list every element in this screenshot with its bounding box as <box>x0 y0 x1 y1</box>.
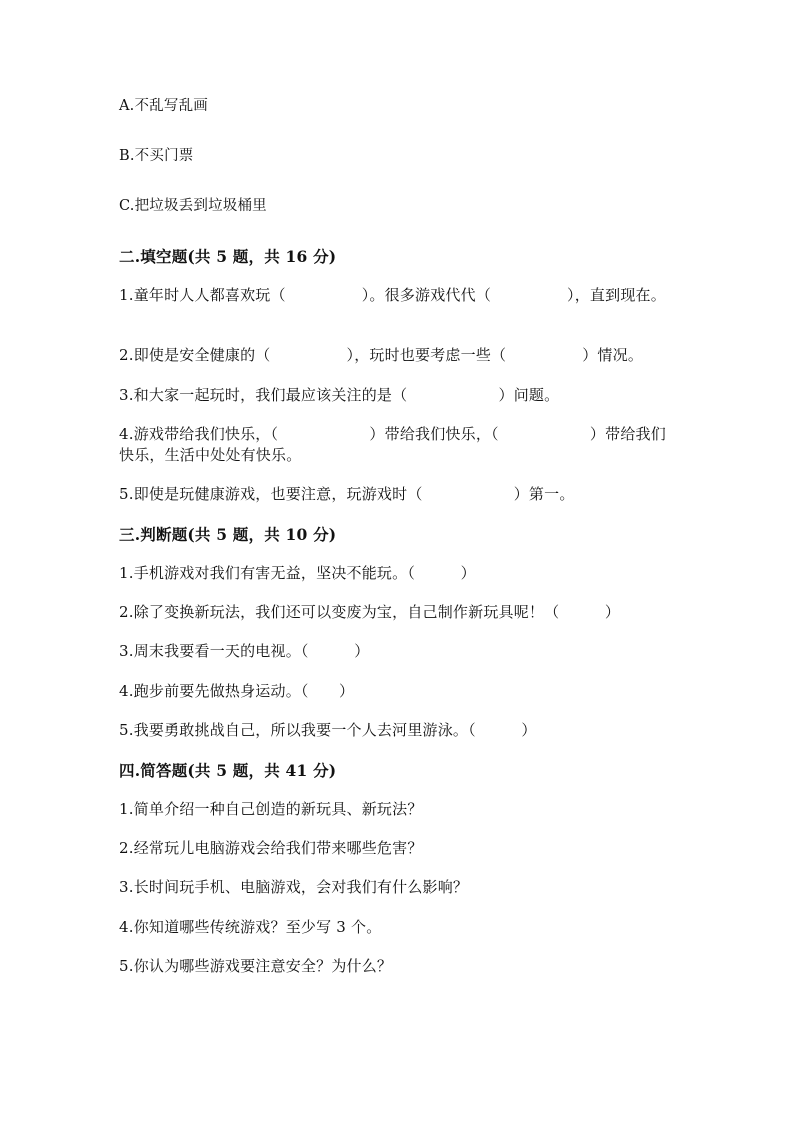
section-heading-short-answer: 四.简答题(共 5 题，共 41 分) <box>119 761 337 780</box>
short-answer-question-4: 4.你知道哪些传统游戏？至少写 3 个。 <box>119 918 382 936</box>
true-false-question-2: 2.除了变换新玩法，我们还可以变废为宝，自己制作新玩具呢！（ ） <box>119 603 621 621</box>
true-false-question-4: 4.跑步前要先做热身运动。（ ） <box>119 682 355 700</box>
option-a: A.不乱写乱画 <box>119 98 208 114</box>
fill-in-question-4: 4.游戏带给我们快乐，（ ）带给我们快乐，（ ）带给我们快乐，生活中处处有快乐。 <box>119 425 666 464</box>
short-answer-question-1: 1.简单介绍一种自己创造的新玩具、新玩法？ <box>119 800 423 818</box>
fill-in-question-2: 2.即使是安全健康的（ ），玩时也要考虑一些（ ）情况。 <box>119 346 644 364</box>
fill-in-question-5: 5.即使是玩健康游戏，也要注意，玩游戏时（ ）第一。 <box>119 485 575 503</box>
short-answer-question-2: 2.经常玩儿电脑游戏会给我们带来哪些危害？ <box>119 839 423 857</box>
true-false-question-5: 5.我要勇敢挑战自己，所以我要一个人去河里游泳。（ ） <box>119 721 537 739</box>
option-b: B.不买门票 <box>119 148 194 164</box>
option-c: C.把垃圾丢到垃圾桶里 <box>119 198 267 214</box>
short-answer-question-3: 3.长时间玩手机、电脑游戏，会对我们有什么影响？ <box>119 878 469 896</box>
true-false-question-3: 3.周末我要看一天的电视。（ ） <box>119 642 370 660</box>
fill-in-question-3: 3.和大家一起玩时，我们最应该关注的是（ ）问题。 <box>119 386 560 404</box>
short-answer-question-5: 5.你认为哪些游戏要注意安全？为什么？ <box>119 957 393 975</box>
section-heading-true-false: 三.判断题(共 5 题，共 10 分) <box>119 525 337 544</box>
fill-in-question-1: 1.童年时人人都喜欢玩（ ）。很多游戏代代（ ），直到现在。 <box>119 286 666 304</box>
section-heading-fill-in: 二.填空题(共 5 题，共 16 分) <box>119 247 337 266</box>
true-false-question-1: 1.手机游戏对我们有害无益，坚决不能玩。（ ） <box>119 564 476 582</box>
